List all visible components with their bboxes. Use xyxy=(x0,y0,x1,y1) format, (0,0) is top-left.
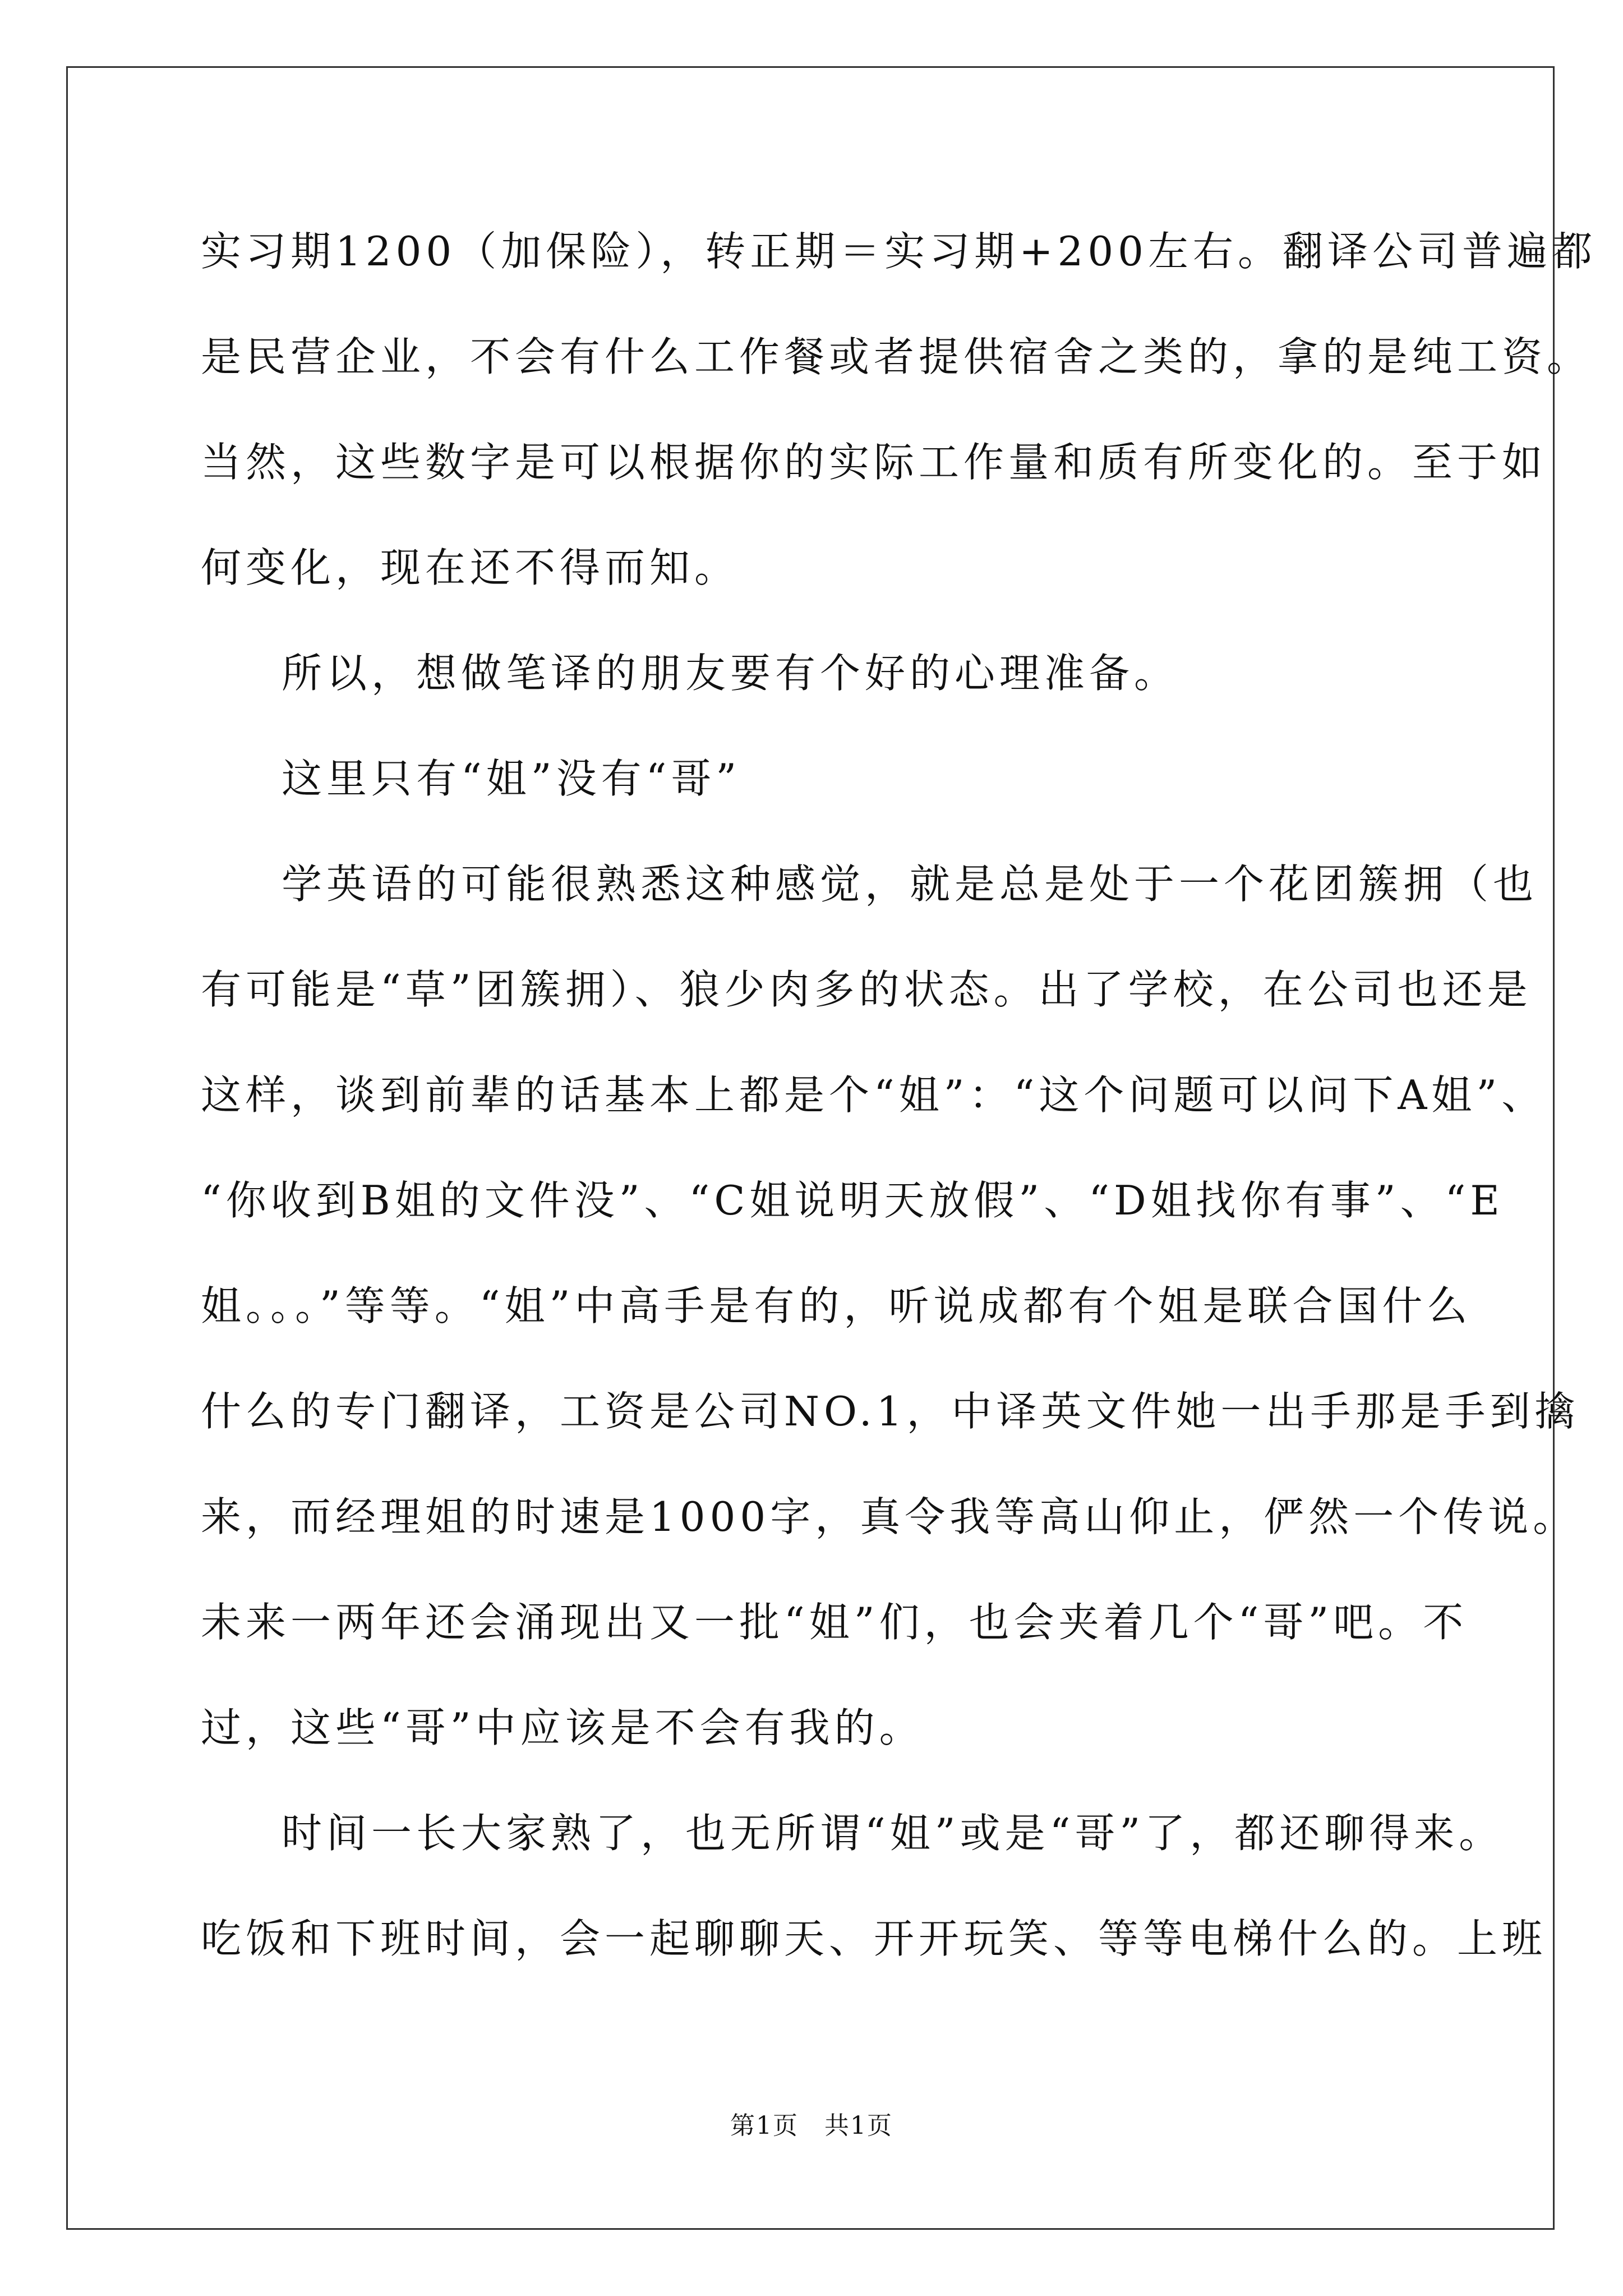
text-line: 这样，谈到前辈的话基本上都是个“姐”：“这个问题可以问下A姐”、 xyxy=(201,1071,1547,1119)
page-number-footer: 第1页 共1页 xyxy=(730,2111,893,2140)
text-line: 过，这些“哥”中应该是不会有我的。 xyxy=(201,1704,924,1751)
text-line: 姐。。。”等等。“姐”中高手是有的，听说成都有个姐是联合国什么 xyxy=(201,1282,1472,1329)
text-line: 实习期1200（加保险），转正期＝实习期+200左右。翻译公司普遍都 xyxy=(201,228,1597,275)
text-line: 来，而经理姐的时速是1000字，真令我等高山仰止，俨然一个传说。 xyxy=(201,1493,1578,1540)
text-line: 未来一两年还会涌现出又一批“姐”们，也会夹着几个“哥”吧。不 xyxy=(201,1599,1468,1646)
section-heading: 这里只有“姐”没有“哥” xyxy=(282,755,741,802)
text-line: “你收到B姐的文件没”、“C姐说明天放假”、“D姐找你有事”、“E xyxy=(201,1177,1504,1224)
text-line: 有可能是“草”团簇拥）、狼少肉多的状态。出了学校，在公司也还是 xyxy=(201,966,1532,1013)
text-line: 吃饭和下班时间，会一起聊聊天、开开玩笑、等等电梯什么的。上班 xyxy=(201,1915,1547,1962)
paragraph-first-line: 时间一长大家熟了，也无所谓“姐”或是“哥”了，都还聊得来。 xyxy=(282,1810,1504,1857)
text-line: 是民营企业，不会有什么工作餐或者提供宿舍之类的，拿的是纯工资。 xyxy=(201,333,1592,380)
paragraph-first-line: 所以，想做笔译的朋友要有个好的心理准备。 xyxy=(282,650,1179,697)
text-line: 何变化，现在还不得而知。 xyxy=(201,544,740,591)
text-line: 当然，这些数字是可以根据你的实际工作量和质有所变化的。至于如 xyxy=(201,439,1547,486)
paragraph-first-line: 学英语的可能很熟悉这种感觉，就是总是处于一个花团簇拥（也 xyxy=(282,861,1538,908)
text-line: 什么的专门翻译，工资是公司NO.1，中译英文件她一出手那是手到擒 xyxy=(201,1388,1580,1435)
